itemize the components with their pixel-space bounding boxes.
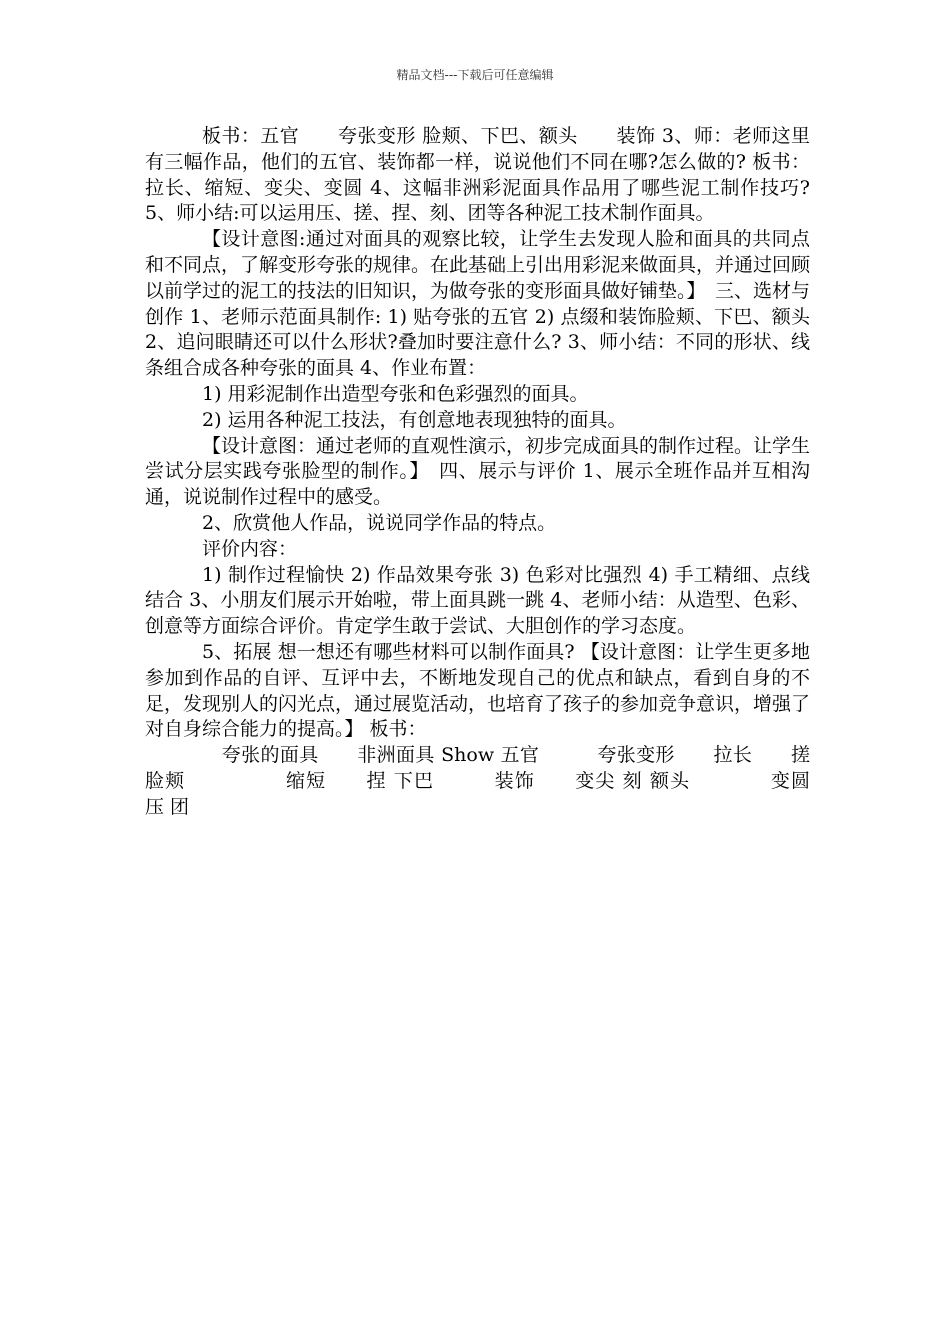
paragraph: 板书：五官 夸张变形 脸颊、下巴、额头 装饰 3、师：老师这里有三幅作品，他们的五官、装饰都一样，说说他们不同在哪?怎么做的? 板书：拉长、缩短、变尖、变圆 4、这幅非洲彩泥面具作品用了哪些泥工制作技巧? 5、师小结:可以运用压、搓、捏、刻、团等各种泥工技术制作面具。 xyxy=(145,125,810,225)
paragraph: 2) 运用各种泥工技法，有创意地表现独特的面具。 xyxy=(202,408,627,431)
paragraph: 【设计意图:通过对面具的观察比较，让学生去发现人脸和面具的共同点和不同点，了解变形夸张的规律。在此基础上引出用彩泥来做面具，并通过回顾以前学过的泥工的技法的旧知识，为做夸张的变形面具做好铺垫。】 三、选材与创作 1、老师示范面具制作: 1) 贴夸张的五官 2) 点缀和装饰脸颊、下巴、额头 2、追问眼睛还可以什么形状?叠加时要注意什么? 3、师小结：不同的形状、线条组合成各种夸张的面具 4、作业布置： xyxy=(145,228,811,380)
paragraph: 2、欣赏他人作品，说说同学作品的特点。 xyxy=(202,511,557,534)
document-body xyxy=(145,124,849,821)
blackboard-outline: 夸张的面具 非洲面具 Show 五官 夸张变形 拉长 搓 脸颊 缩短 捏 下巴 装饰 变尖 刻 额头 变圆 压 团 xyxy=(145,744,849,818)
paragraph: 【设计意图：通过老师的直观性演示，初步完成面具的制作过程。让学生尝试分层实践夸张脸型的制作。】 四、展示与评价 1、展示全班作品并互相沟通，说说制作过程中的感受。 xyxy=(145,434,811,509)
paragraph: 评价内容： xyxy=(202,537,298,560)
paragraph: 1) 用彩泥制作出造型夸张和色彩强烈的面具。 xyxy=(202,382,589,405)
paragraph: 5、拓展 想一想还有哪些材料可以制作面具? 【设计意图：让学生更多地参加到作品的自评、互评中去，不断地发现自己的优点和缺点，看到自身的不足，发现别人的闪光点，通过展览活动，也培育了孩子的参加竞争意识，增强了对自身综合能力的提高。】 板书： xyxy=(145,640,811,741)
paragraph: 1) 制作过程愉快 2) 作品效果夸张 3) 色彩对比强烈 4) 手工精细、点线结合 3、小朋友们展示开始啦，带上面具跳一跳 4、老师小结：从造型、色彩、创意等方面综合评价。肯定学生敢于尝试、大胆创作的学习态度。 xyxy=(145,563,810,638)
page-header: 精品文档---下载后可任意编辑 xyxy=(396,68,554,82)
